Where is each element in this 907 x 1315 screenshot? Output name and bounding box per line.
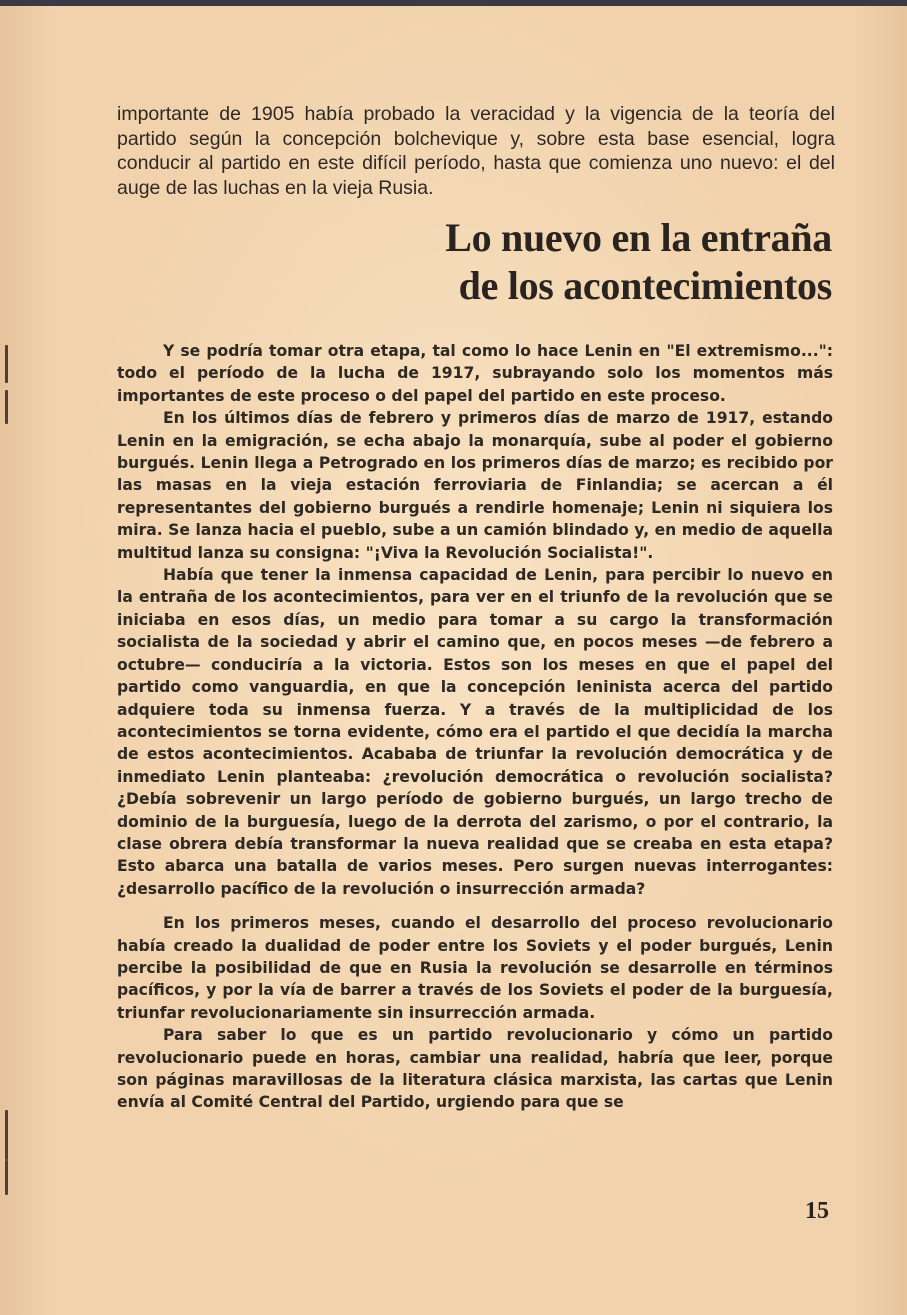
binding-mark xyxy=(5,1110,8,1160)
binding-mark xyxy=(5,390,8,424)
page-number: 15 xyxy=(805,1198,829,1224)
paragraph: Había que tener la inmensa capacidad de Lenin, para percibir lo nuevo en la entraña de los acontecimientos, para ver en el triunfo de la revolución que se iniciaba en esos días, un medio para tomar a su cargo la transformación socialista de la sociedad y abrir el camino que, en pocos meses —de febrero a octubre— conduciría a la victoria. Estos son los meses en que el papel del partido como vanguardia, en que la concepción leninista acerca del partido adquiere toda su inmensa fuerza. Y a través de la multiplicidad de los acontecimientos se torna evidente, cómo era el partido el que decidía la marcha de estos acontecimientos. Acababa de triunfar la revolución democrática y de inmediato Lenin planteaba: ¿revolución democrática o revolución socialista? ¿Debía sobrevenir un largo período de gobierno burgués, un largo trecho de dominio de la burguesía, luego de la derrota del zarismo, o por el contrario, la clase obrera debía transformar la nueva realidad que se creaba en esta etapa? Esto abarca una batalla de varios meses. Pero surgen nuevas interrogantes: ¿desarrollo pacífico de la revolución o insurrección armada? xyxy=(117,566,833,898)
section-title-line-2: de los acontecimientos xyxy=(458,263,832,308)
paragraph: En los últimos días de febrero y primeros días de marzo de 1917, estando Lenin en la emigración, se echa abajo la monarquía, sube al poder el gobierno burgués. Lenin llega a Petrogrado en los primeros días de marzo; es recibido por las masas en la vieja estación ferroviaria de Finlandia; se acercan a él representantes del gobierno burgués a rendirle homenaje; Lenin ni siquiera los mira. Se lanza hacia el pueblo, sube a un camión blindado y, en medio de aquella multitud lanza su consigna: "¡Viva la Revolución Socialista!". xyxy=(117,409,833,562)
paragraph: Y se podría tomar otra etapa, tal como lo hace Lenin en "El extremismo...": todo el período de la lucha de 1917, subrayando solo los momentos más importantes de este proceso o del papel del partido en este proceso. xyxy=(117,342,833,405)
intro-paragraph: importante de 1905 había probado la veracidad y la vigencia de la teoría del partido según la concepción bolchevique y, sobre esta base esencial, logra conducir al partido en este difícil período, hasta que comienza uno nuevo: el del auge de las luchas en la vieja Rusia. xyxy=(117,103,835,199)
binding-mark xyxy=(5,345,8,383)
body-text xyxy=(117,340,833,1114)
binding-mark xyxy=(5,1160,8,1195)
section-title xyxy=(300,214,832,310)
paragraph: Para saber lo que es un partido revolucionario y cómo un partido revolucionario puede en horas, cambiar una realidad, habría que leer, porque son páginas maravillosas de la literatura clásica marxista, las cartas que Lenin envía al Comité Central del Partido, urgiendo para que se xyxy=(117,1026,833,1112)
paragraph: En los primeros meses, cuando el desarrollo del proceso revolucionario había creado la dualidad de poder entre los Soviets y el poder burgués, Lenin percibe la posibilidad de que en Rusia la revolución se desarrolle en términos pacíficos, y por la vía de barrer a través de los Soviets el poder de la burguesía, triunfar revolucionariamente sin insurrección armada. xyxy=(117,914,833,1022)
section-title-line-1: Lo nuevo en la entraña xyxy=(445,215,832,260)
